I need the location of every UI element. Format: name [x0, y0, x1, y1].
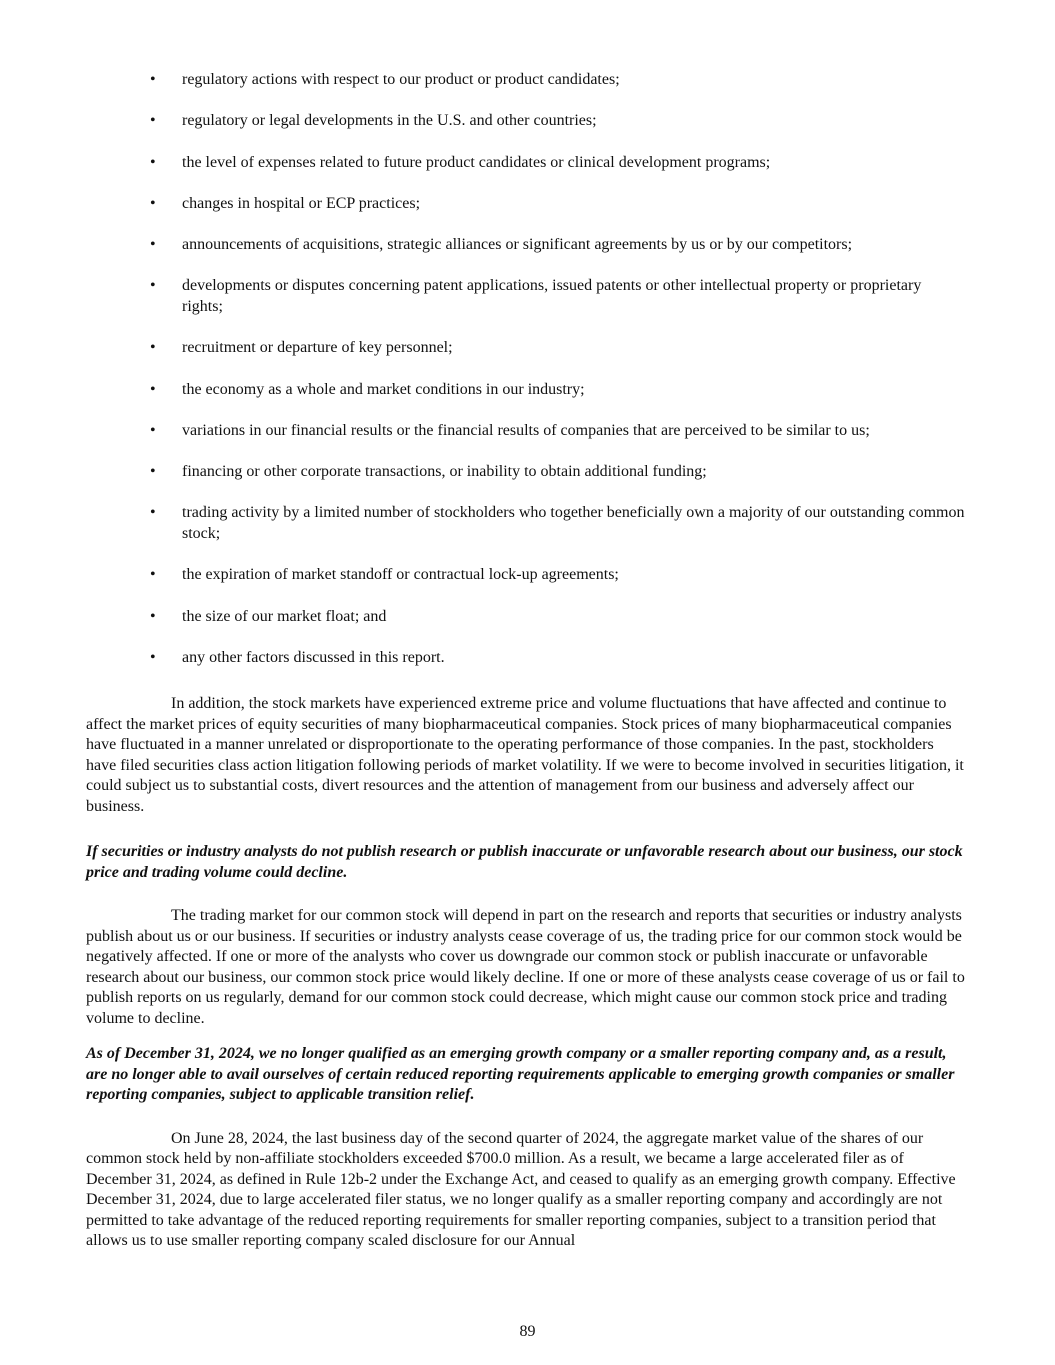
list-item	[150, 380, 965, 401]
list-item	[150, 194, 965, 215]
emerging-growth-section	[86, 1044, 966, 1252]
list-item	[150, 111, 965, 132]
bullet-icon: •	[150, 607, 156, 625]
market-volatility-paragraph: In addition, the stock markets have experienced extreme price and volume fluctuations that have affected and continue to affect the market prices of equity securities of many biopharmaceutical companies. Stock prices of many biopharmaceutical companies have fluctuated in a manner unrelated or disproportionate to the operating performance of those companies. In the past, stockholders have filed securities class action litigation following periods of market volatility. If we were to become involved in securities litigation, it could subject us to substantial costs, divert resources and the attention of management from our business and adversely affect our business.	[86, 695, 964, 815]
bullet-icon: •	[150, 71, 156, 88]
list-item-text: regulatory or legal developments in the U.S. and other countries;	[182, 112, 597, 130]
list-item	[150, 648, 965, 669]
list-item	[150, 462, 965, 483]
list-item-text: regulatory actions with respect to our product or product candidates;	[182, 71, 620, 88]
list-item	[150, 153, 965, 174]
risk-factor-bullet-list	[150, 70, 965, 689]
list-item-text: variations in our financial results or the financial results of companies that are perceived to be similar to us;	[182, 421, 870, 439]
list-item-text: changes in hospital or ECP practices;	[182, 194, 421, 212]
bullet-icon: •	[150, 153, 156, 171]
analysts-section	[86, 842, 966, 1029]
list-item	[150, 70, 965, 91]
list-item-text: the size of our market float; and	[182, 607, 387, 625]
bullet-icon: •	[150, 339, 156, 357]
list-item	[150, 503, 965, 544]
emerging-growth-paragraph: On June 28, 2024, the last business day of the second quarter of 2024, the aggregate market value of the shares of our common stock held by non-affiliate stockholders exceeded $700.0 million. As a result, we became a large accelerated filer as of December 31, 2024, as defined in Rule 12b-2 under the Exchange Act, and ceased to qualify as an emerging growth company. Effective December 31, 2024, due to large accelerated filer status, we no longer qualify as a smaller reporting company and accordingly are not permitted to take advantage of the reduced reporting requirements for smaller reporting companies, subject to a transition period that allows us to use smaller reporting company scaled disclosure for our Annual	[86, 1129, 956, 1249]
bullet-icon: •	[150, 504, 156, 522]
emerging-growth-risk-heading: As of December 31, 2024, we no longer qualified as an emerging growth company or a smaller reporting company and, as a result, are no longer able to avail ourselves of certain reduced reporting requirements applicable to emerging growth companies or smaller reporting companies, subject to applicable transition relief.	[86, 1045, 955, 1103]
list-item	[150, 235, 965, 256]
list-item-text: announcements of acquisitions, strategic alliances or significant agreements by us or by our competitors;	[182, 236, 853, 254]
bullet-icon: •	[150, 463, 156, 481]
list-item	[150, 276, 965, 317]
bullet-icon: •	[150, 566, 156, 584]
bullet-icon: •	[150, 648, 156, 666]
bullet-icon: •	[150, 194, 156, 212]
analysts-risk-heading: If securities or industry analysts do not publish research or publish inaccurate or unfavorable research about our business, our stock price and trading volume could decline.	[86, 843, 963, 881]
list-item-text: the expiration of market standoff or contractual lock-up agreements;	[182, 566, 619, 584]
bullet-icon: •	[150, 277, 156, 295]
page-number: 89	[519, 1323, 536, 1340]
list-item-text: financing or other corporate transactions, or inability to obtain additional funding;	[182, 463, 707, 481]
bullet-icon: •	[150, 236, 156, 254]
market-volatility-section	[86, 694, 966, 817]
list-item-text: the level of expenses related to future product candidates or clinical development programs;	[182, 153, 771, 171]
list-item	[150, 607, 965, 628]
bullet-icon: •	[150, 380, 156, 398]
list-item-text: the economy as a whole and market conditions in our industry;	[182, 380, 585, 398]
list-item	[150, 338, 965, 359]
list-item-text: developments or disputes concerning patent applications, issued patents or other intellectual property or proprietary rights;	[182, 277, 922, 315]
list-item-text: trading activity by a limited number of stockholders who together beneficially own a majority of our outstanding common stock;	[182, 504, 965, 542]
bullet-icon: •	[150, 421, 156, 439]
list-item	[150, 421, 965, 442]
analysts-paragraph: The trading market for our common stock will depend in part on the research and reports that securities or industry analysts publish about us or our business. If securities or industry analysts cease coverage of us, the trading price for our common stock would be negatively affected. If one or more of the analysts who cover us downgrade our common stock or publish inaccurate or unfavorable research about our business, our common stock price would likely decline. If one or more of these analysts cease coverage of us or fail to publish reports on us regularly, demand for our common stock could decrease, which might cause our common stock price and trading volume to decline.	[86, 907, 965, 1027]
bullet-icon: •	[150, 112, 156, 130]
list-item	[150, 565, 965, 586]
list-item-text: any other factors discussed in this report.	[182, 648, 445, 666]
list-item-text: recruitment or departure of key personnel;	[182, 339, 453, 357]
